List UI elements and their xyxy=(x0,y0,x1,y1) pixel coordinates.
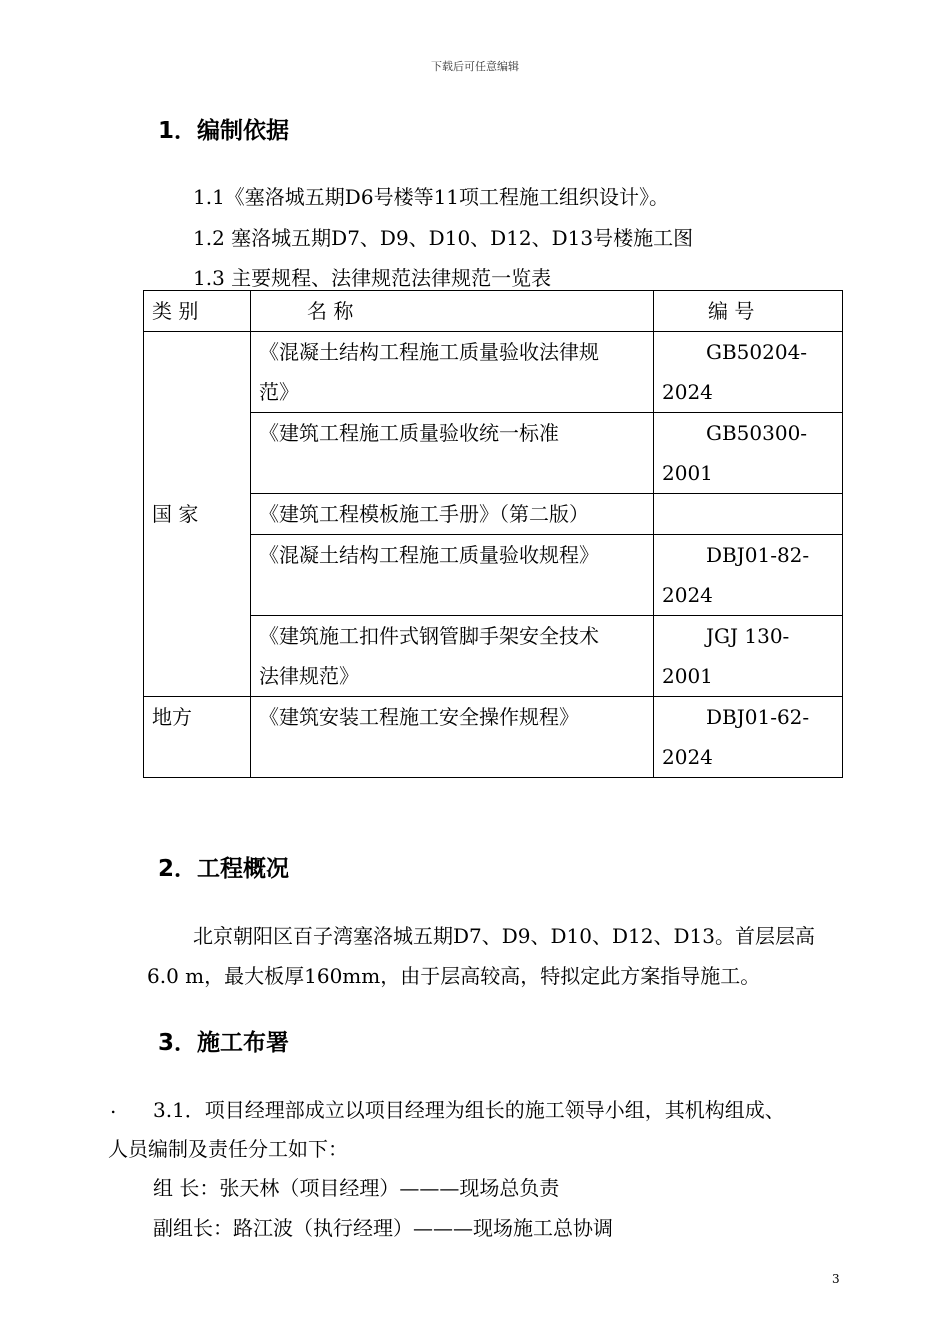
code-line: DBJ01-82- xyxy=(706,543,810,567)
name-line: 法律规范》 xyxy=(259,664,359,688)
code-line: 2024 xyxy=(662,380,713,404)
reference-item-1: 1.1《塞洛城五期D6号楼等11项工程施工组织设计》。 xyxy=(193,185,670,209)
standard-code xyxy=(654,494,843,535)
code-line: JGJ 130- xyxy=(706,624,790,648)
code-line: 2001 xyxy=(662,461,713,485)
name-line: 《建筑工程施工质量验收统一标准 xyxy=(259,421,559,445)
standard-name xyxy=(251,697,654,778)
header-code: 编 号 xyxy=(654,291,843,332)
team-leader-line: 组 长：张天林（项目经理）———现场总负责 xyxy=(153,1176,560,1200)
name-line: 《建筑工程模板施工手册》（第二版） xyxy=(259,502,589,526)
name-line xyxy=(259,737,645,777)
table-header-row xyxy=(144,291,843,332)
overview-line-1: 北京朝阳区百子湾塞洛城五期D7、D9、D10、D12、D13。首层层高 xyxy=(193,924,815,948)
header-note: 下载后可任意编辑 xyxy=(431,60,519,73)
name-line xyxy=(259,453,645,493)
standard-name xyxy=(251,535,654,616)
standard-name xyxy=(251,332,654,413)
table-row xyxy=(144,332,843,413)
section-1-title: 1．编制依据 xyxy=(158,118,290,144)
overview-line-2: 6.0 m，最大板厚160mm，由于层高较高，特拟定此方案指导施工。 xyxy=(147,964,761,988)
table-row xyxy=(144,697,843,778)
standard-name xyxy=(251,494,654,535)
page-number: 3 xyxy=(832,1272,840,1286)
name-line: 《建筑安装工程施工安全操作规程》 xyxy=(259,705,579,729)
name-line xyxy=(259,575,645,615)
reference-item-3: 1.3 主要规程、法律规范法律规范一览表 xyxy=(193,266,552,290)
code-line: DBJ01-62- xyxy=(706,705,810,729)
deployment-line-2: 人员编制及责任分工如下： xyxy=(108,1137,348,1161)
standard-code xyxy=(654,332,843,413)
code-line: GB50204- xyxy=(706,340,808,364)
header-name: 名 称 xyxy=(251,291,654,332)
name-line: 范》 xyxy=(259,380,299,404)
bullet-dot: . xyxy=(110,1094,117,1118)
standard-code xyxy=(654,616,843,697)
section-2-title: 2．工程概况 xyxy=(158,856,290,882)
code-line: 2024 xyxy=(662,583,713,607)
code-line: 2024 xyxy=(662,745,713,769)
category-local: 地方 xyxy=(144,697,251,778)
section-3-title: 3．施工布署 xyxy=(158,1030,290,1056)
name-line: 《混凝土结构工程施工质量验收规程》 xyxy=(259,543,599,567)
standard-name xyxy=(251,413,654,494)
name-line: 《建筑施工扣件式钢管脚手架安全技术 xyxy=(259,624,599,648)
standard-code xyxy=(654,413,843,494)
standard-name xyxy=(251,616,654,697)
reference-item-2: 1.2 塞洛城五期D7、D9、D10、D12、D13号楼施工图 xyxy=(193,226,694,250)
header-category: 类 别 xyxy=(144,291,251,332)
code-line: GB50300- xyxy=(706,421,808,445)
category-national: 国 家 xyxy=(144,332,251,697)
standard-code xyxy=(654,697,843,778)
standard-code xyxy=(654,535,843,616)
code-line: 2001 xyxy=(662,664,713,688)
deputy-leader-line: 副组长：路江波（执行经理）———现场施工总协调 xyxy=(153,1216,613,1240)
deployment-line-1: 3.1．项目经理部成立以项目经理为组长的施工领导小组，其机构组成、 xyxy=(153,1098,785,1122)
regulations-table xyxy=(143,290,843,778)
name-line: 《混凝土结构工程施工质量验收法律规 xyxy=(259,340,599,364)
